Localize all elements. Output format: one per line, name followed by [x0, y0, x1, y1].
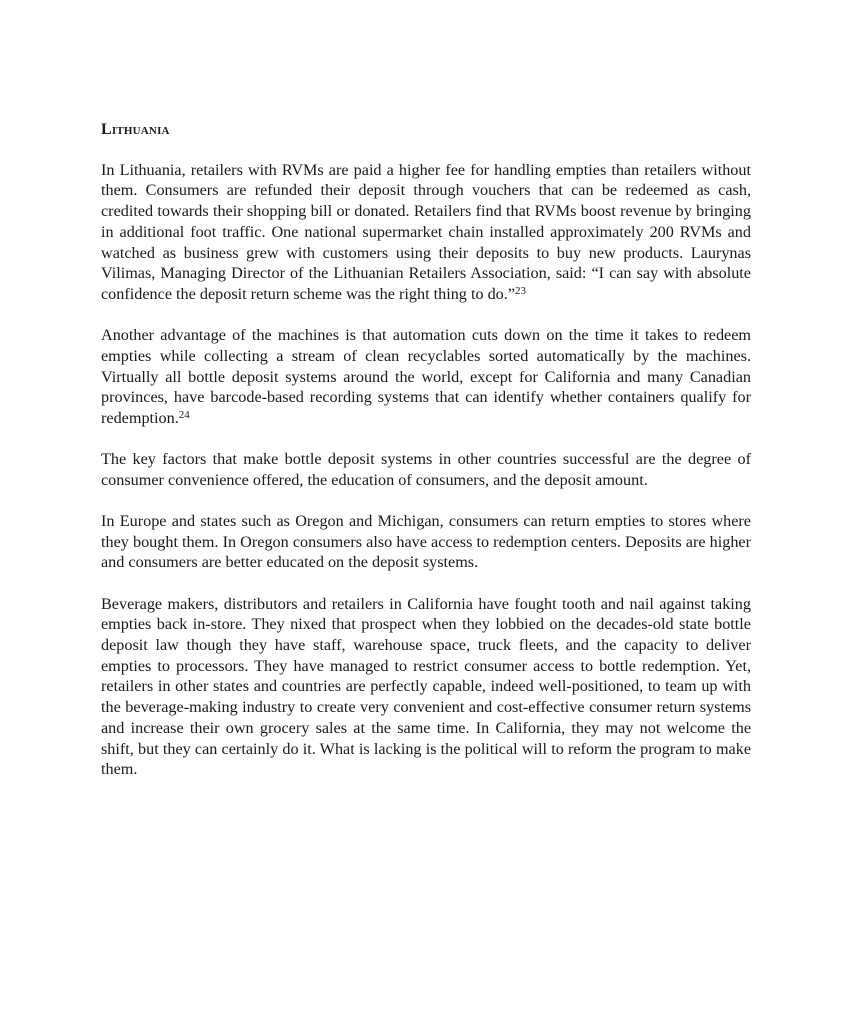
paragraph-text: Another advantage of the machines is that automation cuts down on the time it takes to redeem empties while collecting a stream of clean recyclables sorted automatically by the machines. Virtually all bottle deposit systems around the world, except for California and many Canadian provinces, have barcode-based recording systems that can identify whether containers qualify for redemption. [101, 326, 751, 427]
paragraph-california [101, 594, 751, 780]
paragraph-key-factors [101, 449, 751, 490]
footnote-ref-24[interactable]: 24 [178, 408, 190, 421]
paragraph-lithuania-rvms [101, 160, 751, 305]
section-heading: Lithuania [101, 121, 170, 138]
paragraph-machine-advantage [101, 325, 751, 429]
paragraph-text: Beverage makers, distributors and retailers in California have fought tooth and nail against taking empties back in-store. They nixed that prospect when they lobbied on the decades-old state bottle deposit law though they have staff, warehouse space, truck fleets, and the capacity to deliver empties to processors. They have managed to restrict consumer access to bottle redemption. Yet, retailers in other states and countries are perfectly capable, indeed well-positioned, to team up with the beverage-making industry to create very convenient and cost-effective consumer return systems and increase their own grocery sales at the same time. In California, they may not welcome the shift, but they can certainly do it. What is lacking is the political will to reform the program to make them. [101, 594, 751, 779]
paragraph-text: In Europe and states such as Oregon and Michigan, consumers can return empties to stores where they bought them. In Oregon consumers also have access to redemption centers. Deposits are higher and consumers are better educated on the deposit systems. [101, 512, 751, 572]
document-page [101, 120, 751, 780]
paragraph-text: In Lithuania, retailers with RVMs are paid a higher fee for handling empties than retailers without them. Consumers are refunded their deposit through vouchers that can be redeemed as cash, credited towards their shopping bill or donated. Retailers find that RVMs boost revenue by bringing in additional foot traffic. One national supermarket chain installed approximately 200 RVMs and watched as business grew with customers using their deposits to buy new products. Laurynas Vilimas, Managing Director of the Lithuanian Retailers Association, said: “I can say with absolute confidence the deposit return scheme was the right thing to do.” [101, 160, 751, 303]
paragraph-text: The key factors that make bottle deposit systems in other countries successful are the degree of consumer convenience offered, the education of consumers, and the deposit amount. [101, 450, 751, 489]
paragraph-europe-oregon [101, 511, 751, 573]
footnote-ref-23[interactable]: 23 [515, 284, 527, 297]
